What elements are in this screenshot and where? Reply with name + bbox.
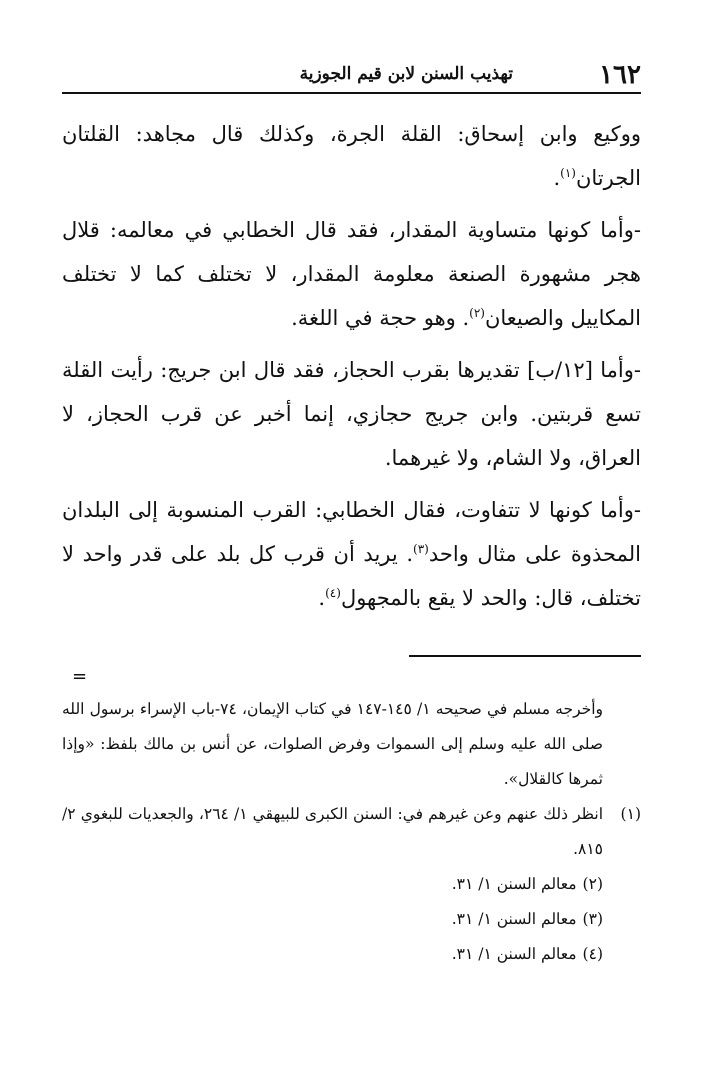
paragraph-3-text: -وأما [١٢/ب] تقديرها بقرب الحجاز، فقد قال ابن جريج: رأيت القلة تسع قربتين. وابن جريج حجازي، إنما أخبر عن قرب الحجاز، لا العراق، ولا الشام، ولا غيرهما. bbox=[62, 358, 641, 470]
paragraph-4-text: -وأما كونها لا تتفاوت، فقال الخطابي: القرب المنسوبة إلى البلدان المحذوة على مثال واحد bbox=[62, 498, 641, 566]
footnote-4-number: (٤) bbox=[582, 945, 603, 963]
running-title: تهذيب السنن لابن قيم الجوزية bbox=[299, 64, 513, 84]
footnote-continuation: وأخرجه مسلم في صحيحه ١/ ١٤٥-١٤٧ في كتاب الإيمان، ٧٤-باب الإسراء برسول الله صلى الله عليه وسلم إلى السموات وفرض الصلوات، عن أنس بن مالك بلفظ: «وإذا ثمرها كالقلال». bbox=[62, 700, 603, 788]
paragraph-2-tail: . وهو حجة في اللغة. bbox=[291, 306, 470, 330]
footnote-1-number: (١) bbox=[620, 805, 641, 823]
footnote-3-text: معالم السنن ١/ ٣١. bbox=[451, 910, 577, 928]
page-header bbox=[62, 58, 641, 94]
main-text bbox=[62, 112, 641, 628]
footnote-3-number: (٣) bbox=[582, 910, 603, 928]
page-number: ١٦٢ bbox=[599, 60, 641, 90]
footnote-1 bbox=[62, 797, 641, 867]
footnote-2 bbox=[62, 867, 641, 902]
footnote-2-text: معالم السنن ١/ ٣١. bbox=[451, 875, 577, 893]
footnotes bbox=[62, 692, 641, 972]
footnote-1-text: انظر ذلك عنهم وعن غيرهم في: السنن الكبرى للبيهقي ١/ ٢٦٤، والجعديات للبغوي ٢/ ٨١٥. bbox=[62, 805, 603, 858]
footnote-ref-4: (٤) bbox=[325, 586, 341, 600]
paragraph-1 bbox=[62, 112, 641, 200]
paragraph-4-mid: . يريد أن قرب كل بلد على قدر واحد لا تختلف، قال: والحد لا يقع بالمجهول bbox=[62, 542, 641, 610]
paragraph-3 bbox=[62, 348, 641, 480]
paragraph-1-tail: . bbox=[553, 166, 561, 190]
paragraph-4 bbox=[62, 488, 641, 620]
paragraph-4-tail: . bbox=[318, 586, 326, 610]
footnote-2-number: (٢) bbox=[582, 875, 603, 893]
paragraph-1-text: ووكيع وابن إسحاق: القلة الجرة، وكذلك قال مجاهد: القلتان الجرتان bbox=[62, 122, 641, 190]
footnote-divider bbox=[409, 655, 641, 657]
footnote-ref-1: (١) bbox=[560, 166, 576, 180]
footnote-4-text: معالم السنن ١/ ٣١. bbox=[451, 945, 577, 963]
paragraph-2 bbox=[62, 208, 641, 340]
footnote-ref-2: (٢) bbox=[469, 306, 485, 320]
footnote-3 bbox=[62, 902, 641, 937]
footnote-ref-3: (٣) bbox=[413, 542, 429, 556]
paragraph-2-text: -وأما كونها متساوية المقدار، فقد قال الخطابي في معالمه: قلال هجر مشهورة الصنعة معلومة المقدار، لا تختلف كما لا تختلف المكاييل والصيعان bbox=[62, 218, 641, 330]
footnote-4 bbox=[62, 937, 641, 972]
footnote-continuation-mark: = bbox=[72, 666, 88, 687]
